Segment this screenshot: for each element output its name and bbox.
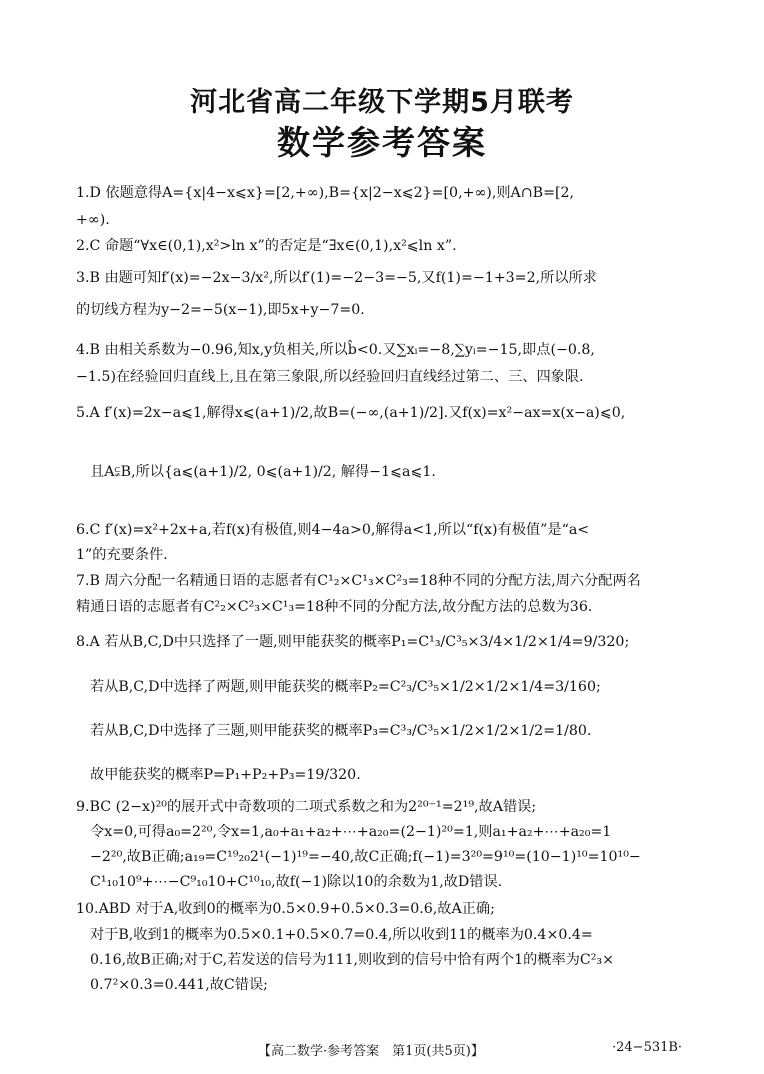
answer-9-line-1: 9.BC (2−x)²⁰的展开式中奇数项的二项式系数之和为2²⁰⁻¹=2¹⁹,故A错误; — [76, 799, 537, 815]
answer-9-line-2: 令x=0,可得a₀=2²⁰,令x=1,a₀+a₁+a₂+⋯+a₂₀=(2−1)²⁰=1,则a₁+a₂+⋯+a₂₀=1 — [90, 824, 612, 840]
answer-6-line-1: 6.C f′(x)=x²+2x+a,若f(x)有极值,则4−4a>0,解得a<1,所以“f(x)有极值”是“a< — [76, 522, 590, 538]
answer-4-line-1: 4.B 由相关系数为−0.96,知x,y负相关,所以b̂<0.又∑xᵢ=−8,∑yᵢ=−15,即点(−0.8, — [76, 342, 595, 358]
document-code: ·24−531B· — [612, 1040, 683, 1055]
answer-5-line-1: 5.A f′(x)=2x−a⩽1,解得x⩽(a+1)/2,故B=(−∞,(a+1)/2].又f(x)=x²−ax=x(x−a)⩽0, — [76, 405, 626, 421]
answer-3-line-2: 的切线方程为y−2=−5(x−1),即5x+y−7=0. — [76, 302, 365, 318]
answer-5-line-2: 且A⫋B,所以{a⩽(a+1)/2, 0⩽(a+1)/2, 解得−1⩽a⩽1. — [90, 464, 436, 480]
document-title: 河北省高二年级下学期5月联考 — [190, 87, 574, 118]
answer-8-line-3: 若从B,C,D中选择了三题,则甲能获奖的概率P₃=C³₃/C³₅×1/2×1/2×1/2=1/80. — [90, 723, 592, 739]
answer-1-line-2: +∞). — [76, 212, 110, 228]
answer-10-line-1: 10.ABD 对于A,收到0的概率为0.5×0.9+0.5×0.3=0.6,故A正确; — [76, 901, 495, 917]
answer-1-line-1: 1.D 依题意得A={x|4−x⩽x}=[2,+∞),B={x|2−x⩽2}=[0,+∞),则A∩B=[2, — [76, 185, 575, 201]
answer-7-line-2: 精通日语的志愿者有C²₂×C²₃×C¹₃=18种不同的分配方法,故分配方法的总数为36. — [76, 599, 593, 615]
answer-10-line-3: 0.16,故B正确;对于C,若发送的信号为111,则收到的信号中恰有两个1的概率为C²₃× — [90, 952, 614, 968]
page-footer: 【高二数学·参考答案 第1页(共5页)】 — [258, 1044, 484, 1059]
answer-8-line-4: 故甲能获奖的概率P=P₁+P₂+P₃=19/320. — [90, 767, 361, 783]
answer-2-line-1: 2.C 命题“∀x∈(0,1),x²>ln x”的否定是“∃x∈(0,1),x²⩽ln x”. — [76, 238, 457, 254]
answer-9-line-4: C¹₁₀10⁹+⋯−C⁹₁₀10+C¹⁰₁₀,故f(−1)除以10的余数为1,故D错误. — [90, 874, 503, 890]
document-subtitle: 数学参考答案 — [277, 123, 487, 162]
answer-7-line-1: 7.B 周六分配一名精通日语的志愿者有C¹₂×C¹₃×C²₃=18种不同的分配方法,周六分配两名 — [76, 573, 641, 589]
answer-10-line-2: 对于B,收到1的概率为0.5×0.1+0.5×0.7=0.4,所以收到11的概率为0.4×0.4= — [90, 927, 593, 943]
answer-6-line-2: 1”的充要条件. — [76, 547, 168, 563]
answer-10-line-4: 0.7²×0.3=0.441,故C错误; — [90, 977, 268, 993]
answer-8-line-2: 若从B,C,D中选择了两题,则甲能获奖的概率P₂=C²₃/C³₅×1/2×1/2×1/4=3/160; — [90, 679, 601, 695]
answer-8-line-1: 8.A 若从B,C,D中只选择了一题,则甲能获奖的概率P₁=C¹₃/C³₅×3/4×1/2×1/4=9/320; — [76, 634, 630, 650]
answer-4-line-2: −1.5)在经验回归直线上,且在第三象限,所以经验回归直线经过第二、三、四象限. — [76, 369, 584, 385]
answer-9-line-3: −2²⁰,故B正确;a₁₉=C¹⁹₂₀2¹(−1)¹⁹=−40,故C正确;f(−1)=3²⁰=9¹⁰=(10−1)¹⁰=10¹⁰− — [90, 849, 641, 865]
answer-3-line-1: 3.B 由题可知f′(x)=−2x−3/x²,所以f′(1)=−2−3=−5,又f(1)=−1+3=2,所以所求 — [76, 270, 597, 286]
